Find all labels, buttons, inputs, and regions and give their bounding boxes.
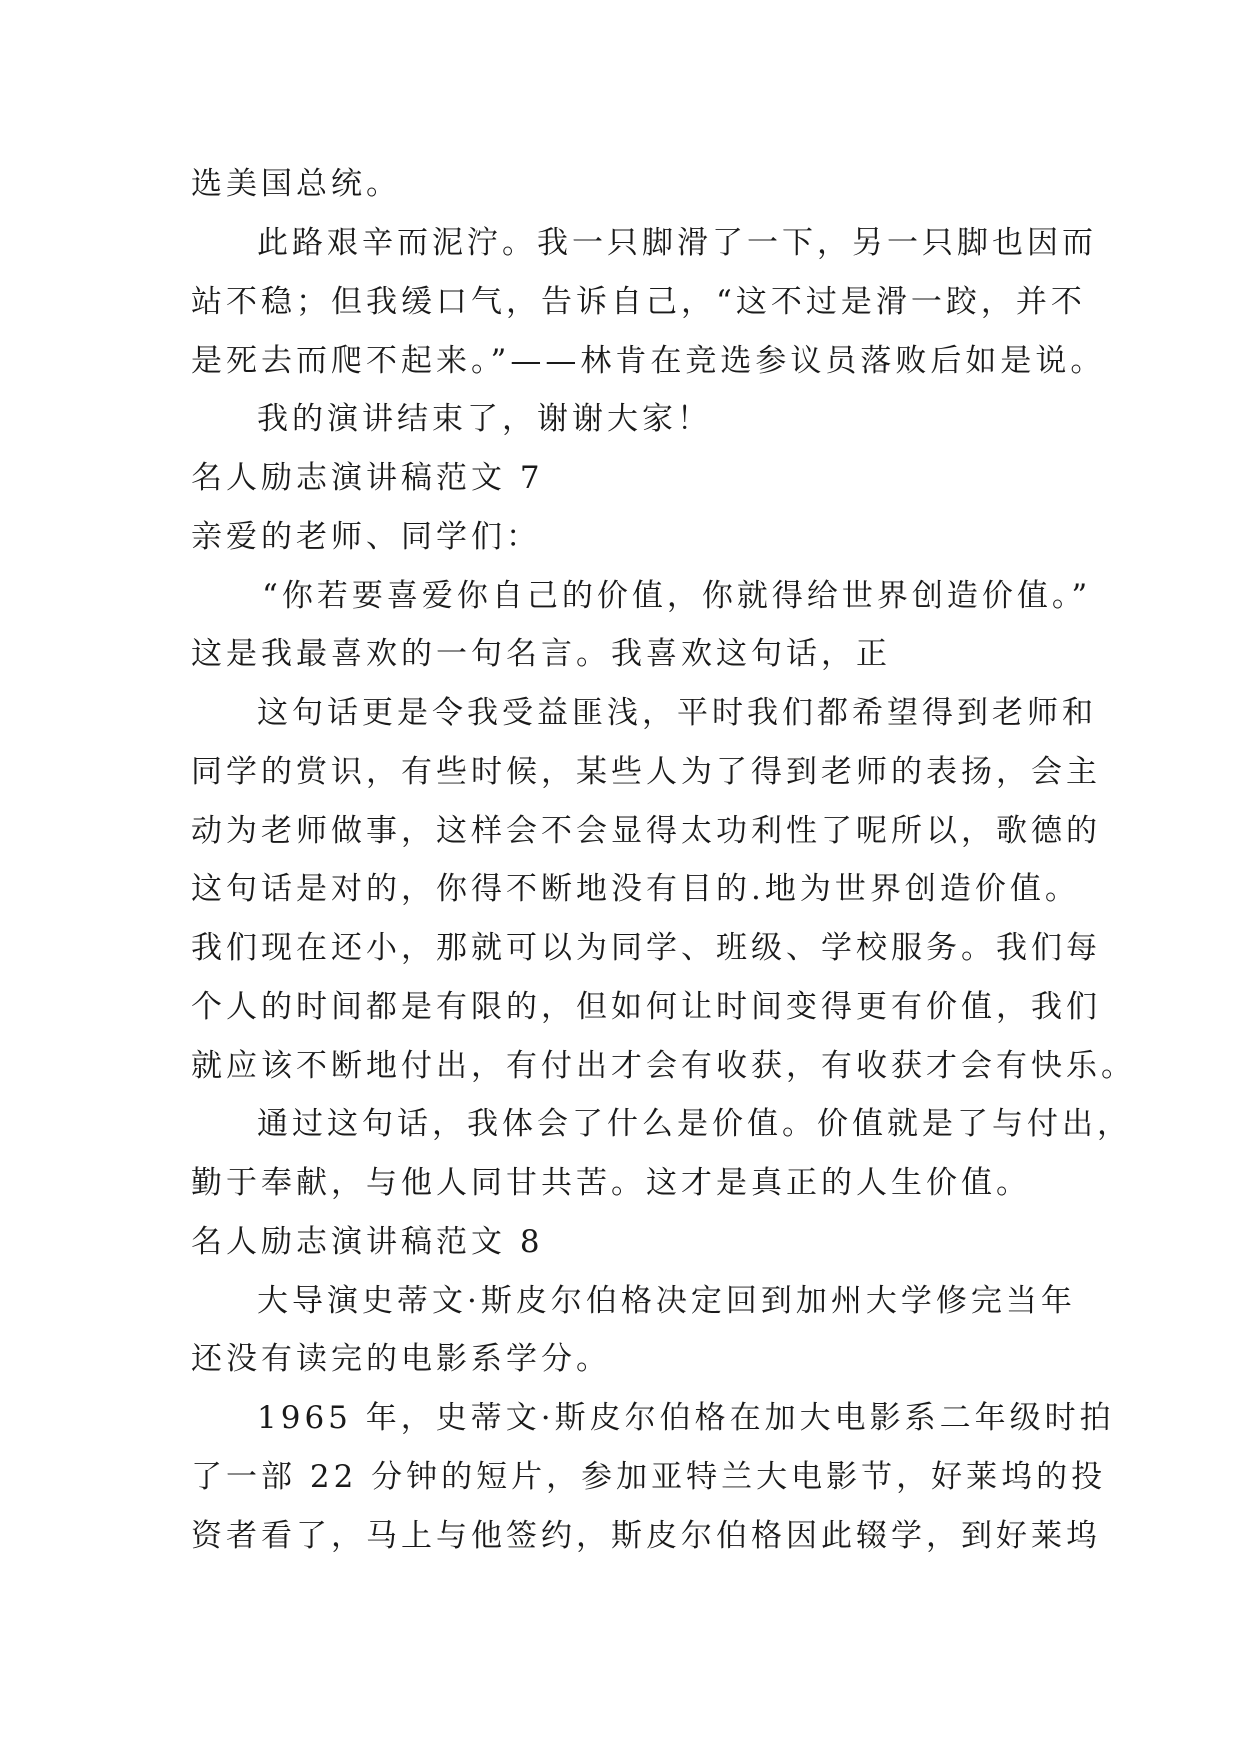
paragraph-start-line: 通过这句话，我体会了什么是价值。价值就是了与付出， bbox=[257, 1106, 1132, 1142]
paragraph-start-line: 1965 年，史蒂文·斯皮尔伯格在加大电影系二年级时拍 bbox=[257, 1400, 1115, 1436]
section-heading: 名人励志演讲稿范文 7 bbox=[191, 460, 544, 496]
salutation: 亲爱的老师、同学们： bbox=[191, 519, 541, 555]
body-text-line: 就应该不断地付出，有付出才会有收获，有收获才会有快乐。 bbox=[191, 1048, 1136, 1084]
paragraph-start-line: 大导演史蒂文·斯皮尔伯格决定回到加州大学修完当年 bbox=[257, 1283, 1076, 1319]
section-heading: 名人励志演讲稿范文 8 bbox=[191, 1224, 544, 1260]
body-text-line: 了一部 22 分钟的短片，参加亚特兰大电影节，好莱坞的投 bbox=[191, 1459, 1107, 1495]
body-text-line: 同学的赏识，有些时候，某些人为了得到老师的表扬，会主 bbox=[191, 754, 1101, 790]
quote-line: “你若要喜爱你自己的价值，你就得给世界创造价值。” bbox=[262, 578, 1092, 614]
paragraph-start-line: 此路艰辛而泥泞。我一只脚滑了一下，另一只脚也因而 bbox=[257, 225, 1097, 261]
body-text-line: 是死去而爬不起来。”——林肯在竞选参议员落败后如是说。 bbox=[191, 343, 1106, 379]
body-text-line: 资者看了，马上与他签约，斯皮尔伯格因此辍学，到好莱坞 bbox=[191, 1518, 1101, 1554]
paragraph-start-line: 这句话更是令我受益匪浅，平时我们都希望得到老师和 bbox=[257, 695, 1097, 731]
body-text-line: 选美国总统。 bbox=[191, 166, 401, 202]
closing-remark: 我的演讲结束了，谢谢大家！ bbox=[257, 401, 712, 437]
body-text-line: 个人的时间都是有限的，但如何让时间变得更有价值，我们 bbox=[191, 989, 1101, 1025]
body-text-line: 这是我最喜欢的一句名言。我喜欢这句话，正 bbox=[191, 636, 891, 672]
body-text-line: 站不稳；但我缓口气，告诉自己，“这不过是滑一跤，并不 bbox=[191, 284, 1086, 320]
body-text-line: 勤于奉献，与他人同甘共苦。这才是真正的人生价值。 bbox=[191, 1165, 1031, 1201]
body-text-line: 动为老师做事，这样会不会显得太功利性了呢所以，歌德的 bbox=[191, 813, 1101, 849]
body-text-line: 我们现在还小，那就可以为同学、班级、学校服务。我们每 bbox=[191, 930, 1101, 966]
body-text-line: 这句话是对的，你得不断地没有目的.地为世界创造价值。 bbox=[191, 871, 1080, 907]
body-text-line: 还没有读完的电影系学分。 bbox=[191, 1341, 611, 1377]
